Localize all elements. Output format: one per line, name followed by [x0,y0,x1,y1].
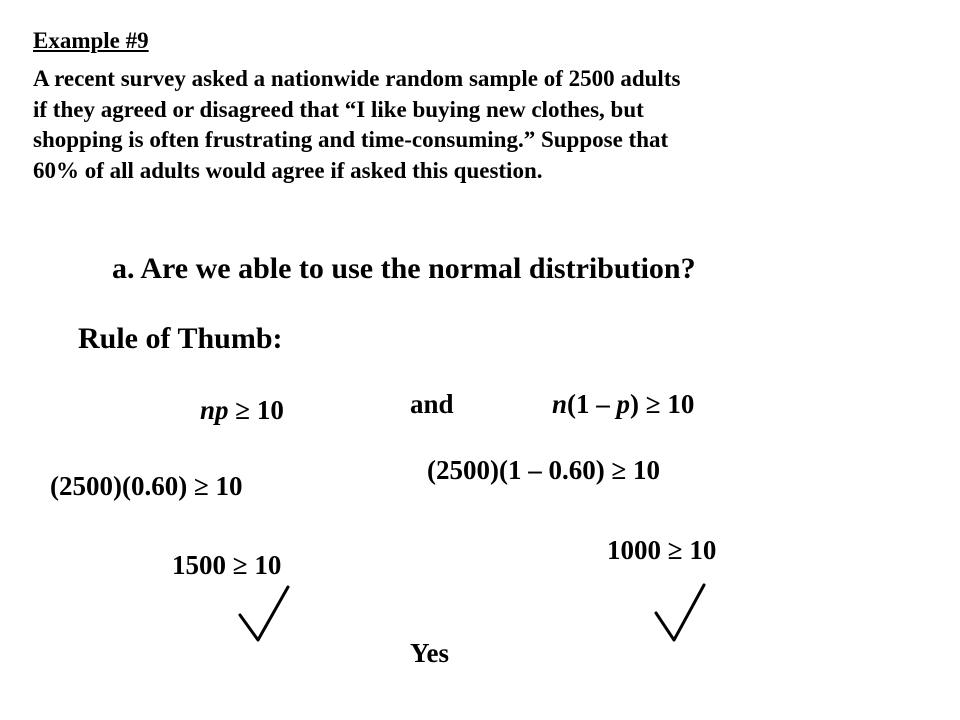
problem-line: A recent survey asked a nationwide random sample of 2500 adults [33,66,681,91]
rule-heading: Rule of Thumb: [78,322,283,355]
problem-line: 60% of all adults would agree if asked this question. [33,157,543,183]
right-condition-rest: ) ≥ 10 [630,389,695,419]
checkmark-icon [236,585,296,645]
question-a: a. Are we able to use the normal distribution? [112,252,696,285]
left-condition [200,395,284,426]
example-title: Example #9 [33,28,149,53]
answer-yes: Yes [410,638,449,668]
left-result: 1500 ≥ 10 [172,550,282,580]
checkmark-icon [652,583,712,643]
right-condition-open: (1 – [567,389,617,419]
left-condition-rest: ≥ 10 [228,395,284,425]
right-result: 1000 ≥ 10 [607,535,717,565]
right-substitution: (2500)(1 – 0.60) ≥ 10 [427,455,661,485]
p-variable: p [616,389,631,419]
left-substitution: (2500)(0.60) ≥ 10 [50,471,243,501]
problem-line: if they agreed or disagreed that “I like buying new clothes, but [33,96,644,122]
n-variable: n [552,389,568,419]
problem-line: shopping is often frustrating and time-consuming.” Suppose that [33,127,669,152]
right-condition [552,389,694,420]
problem-statement [33,64,953,186]
np-variable: np [200,395,229,425]
connector-and: and [410,389,454,419]
